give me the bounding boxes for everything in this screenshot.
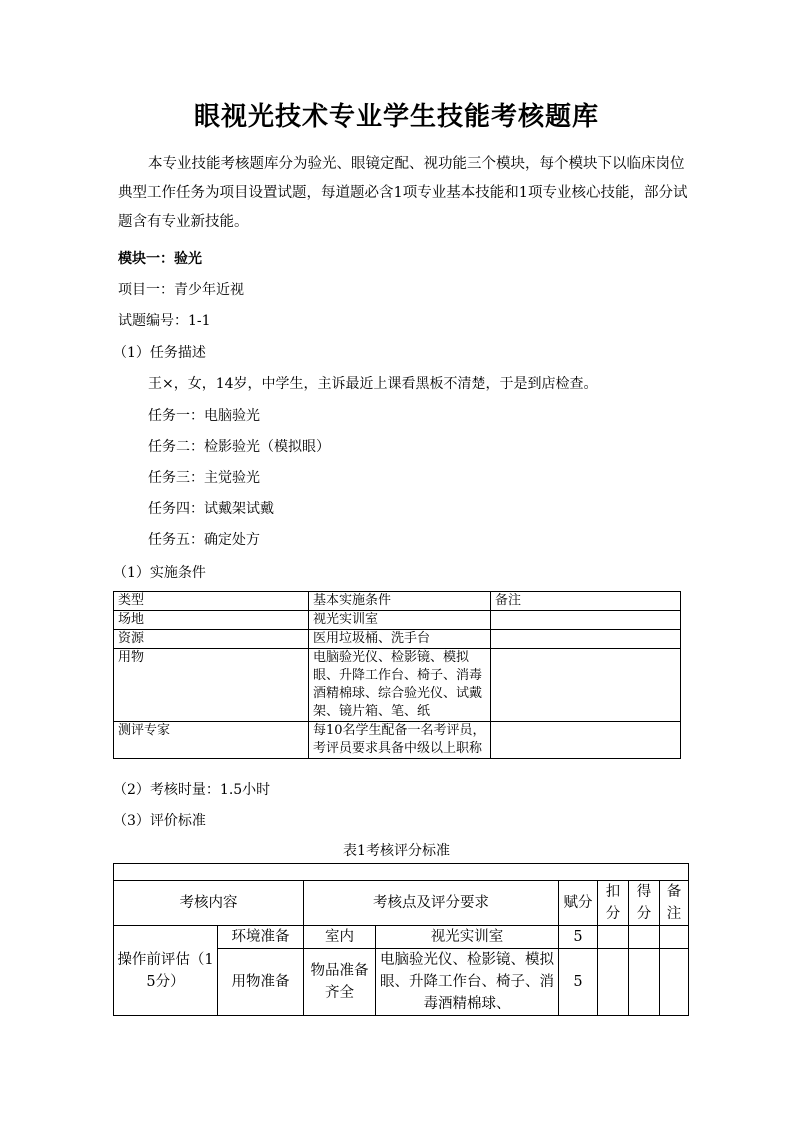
section-criteria: （3）评价标准 [113, 813, 206, 829]
section-duration: （2）考核时量：1.5小时 [113, 782, 271, 798]
header-cell: 扣分 [598, 881, 629, 926]
header-cell: 得分 [629, 881, 660, 926]
header-cell: 备注 [660, 881, 689, 926]
section-conditions: （1）实施条件 [113, 565, 206, 581]
table-row [114, 611, 681, 630]
table-row [114, 722, 681, 759]
module-heading: 模块一：验光 [118, 251, 202, 267]
cell: 室内 [304, 926, 376, 949]
table-row [114, 649, 681, 722]
cell: 5 [559, 949, 598, 1016]
header-cell: 备注 [491, 592, 681, 611]
task-item: 任务二：检影验光（模拟眼） [148, 439, 330, 455]
cell [491, 630, 681, 649]
cell: 场地 [114, 611, 309, 630]
cell: 用物准备 [218, 949, 304, 1016]
cell: 环境准备 [218, 926, 304, 949]
cell: 用物 [114, 649, 309, 722]
page-title: 眼视光技术专业学生技能考核题库 [193, 102, 599, 132]
cell: 电脑验光仪、检影镜、模拟眼、升降工作台、椅子、消毒酒精棉球、 [376, 949, 559, 1016]
table-row [114, 926, 689, 949]
cell [660, 926, 689, 949]
cell: 5 [559, 926, 598, 949]
header-cell: 考核点及评分要求 [304, 881, 559, 926]
cell [629, 949, 660, 1016]
table-header-row [114, 881, 689, 926]
header-cell: 类型 [114, 592, 309, 611]
group-cell: 操作前评估（15分） [114, 926, 218, 1016]
empty-row [114, 864, 689, 881]
cell [114, 864, 689, 881]
header-cell: 基本实施条件 [309, 592, 491, 611]
task-item: 任务四：试戴架试戴 [148, 501, 274, 517]
cell: 物品准备齐全 [304, 949, 376, 1016]
table-row [114, 630, 681, 649]
cell: 每10名学生配备一名考评员，考评员要求具备中级以上职称 [309, 722, 491, 759]
cell: 医用垃圾桶、洗手台 [309, 630, 491, 649]
table-caption: 表1考核评分标准 [343, 843, 450, 859]
task-item: 任务一：电脑验光 [148, 408, 260, 424]
cell: 视光实训室 [376, 926, 559, 949]
project-label: 项目一：青少年近视 [118, 282, 244, 298]
header-cell: 赋分 [559, 881, 598, 926]
cell: 视光实训室 [309, 611, 491, 630]
cell [491, 649, 681, 722]
scoring-table [113, 863, 689, 1016]
cell [491, 611, 681, 630]
cell [491, 722, 681, 759]
cell: 电脑验光仪、检影镜、模拟眼、升降工作台、椅子、消毒酒精棉球、综合验光仪、试戴架、镜片箱、笔、纸 [309, 649, 491, 722]
conditions-table [113, 591, 681, 759]
cell [598, 926, 629, 949]
cell [598, 949, 629, 1016]
case-description: 王×，女，14岁，中学生，主诉最近上课看黑板不清楚，于是到店检查。 [148, 376, 598, 392]
table-header-row [114, 592, 681, 611]
section-task-description: （1）任务描述 [113, 345, 206, 361]
question-number: 试题编号：1-1 [118, 313, 211, 329]
intro-paragraph: 本专业技能考核题库分为验光、眼镜定配、视功能三个模块，每个模块下以临床岗位典型工作任务为项目设置试题，每道题必含1项专业基本技能和1项专业核心技能，部分试题含有专业新技能。 [118, 156, 688, 230]
cell [629, 926, 660, 949]
header-cell: 考核内容 [114, 881, 304, 926]
cell [660, 949, 689, 1016]
task-item: 任务五：确定处方 [148, 532, 260, 548]
cell: 测评专家 [114, 722, 309, 759]
task-item: 任务三：主觉验光 [148, 470, 260, 486]
cell: 资源 [114, 630, 309, 649]
